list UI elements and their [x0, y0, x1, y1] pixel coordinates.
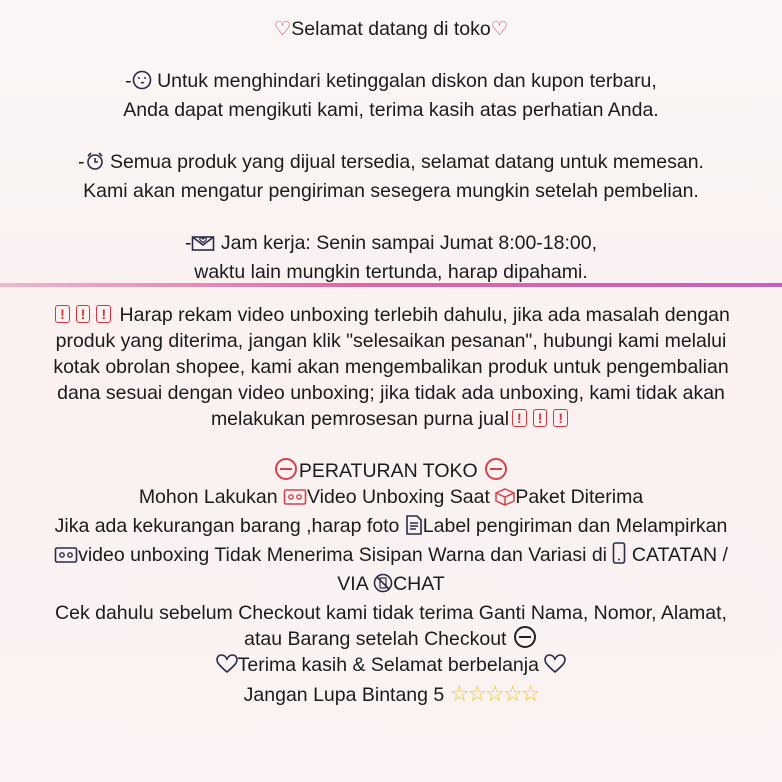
- no-entry-icon: [275, 458, 297, 480]
- star-rating-icon: ☆☆☆☆☆: [449, 681, 539, 706]
- exclamation-icon: !: [512, 409, 527, 427]
- hours-note: - Jam kerja: Senin sampai Jumat 8:00-18:00, waktu lain mungkin tertunda, harap dipahami.: [184, 232, 598, 283]
- heart-icon: ♡: [490, 18, 509, 40]
- love-letter-icon: [191, 232, 215, 259]
- rule-line-3: video unboxing Tidak Menerima Sisipan Warna dan Variasi di CATATAN /: [0, 542, 782, 571]
- rating-reminder: Jangan Lupa Bintang 5 ☆☆☆☆☆: [243, 681, 539, 706]
- rule-line-6: atau Barang setelah Checkout: [0, 626, 782, 652]
- rules-section: [0, 302, 782, 708]
- rule-line-4: VIA CHAT: [0, 571, 782, 600]
- memo-icon: [405, 515, 423, 542]
- no-entry-icon: [485, 458, 507, 480]
- heart-icon: [216, 654, 238, 681]
- exclamation-icon: !: [55, 305, 70, 323]
- rule-line-1: Mohon Lakukan Video Unboxing Saat Paket Diterima: [0, 484, 782, 513]
- exclamation-icon: !: [553, 409, 568, 427]
- alarm-clock-icon: [85, 151, 105, 178]
- gradient-divider: [0, 283, 782, 287]
- no-mobile-phone-icon: [373, 573, 393, 600]
- thanks-line: Terima kasih & Selamat berbelanja: [0, 652, 782, 681]
- welcome-title: ♡Selamat datang di toko♡: [273, 18, 509, 40]
- mobile-phone-icon: [612, 542, 626, 571]
- package-icon: [495, 487, 515, 513]
- availability-note: - Semua produk yang dijual tersedia, selamat datang untuk memesan. Kami akan mengatur pengiriman sesegera mungkin setelah pembelian.: [78, 151, 704, 202]
- follow-note: - Untuk menghindari ketinggalan diskon dan kupon terbaru, Anda dapat mengikuti kami, terima kasih atas perhatian Anda.: [123, 70, 659, 121]
- heart-icon: ♡: [273, 18, 292, 40]
- store-rules: [0, 458, 782, 708]
- video-cassette-icon: [54, 545, 78, 571]
- blowing-kiss-face-icon: [132, 70, 152, 97]
- video-cassette-icon: [283, 487, 307, 513]
- heart-icon: [544, 654, 566, 681]
- welcome-section: [0, 16, 782, 285]
- rules-heading: PERATURAN TOKO: [0, 458, 782, 484]
- exclamation-icon: !: [76, 305, 91, 323]
- exclamation-icon: !: [96, 305, 111, 323]
- rule-line-5: Cek dahulu sebelum Checkout kami tidak terima Ganti Nama, Nomor, Alamat,: [55, 602, 727, 624]
- unboxing-notice: ! ! ! Harap rekam video unboxing terlebih dahulu, jika ada masalah dengan produk yang diterima, jangan klik "selesaikan pesanan", hubungi kami melalui kotak obrolan shopee, kami akan mengembalikan produk untuk pengembalian dana sesuai dengan video unboxing; jika tidak ada unboxing, kami tidak akan melakukan pemrosesan purna jual ! ! !: [53, 304, 730, 430]
- rule-line-2: Jika ada kekurangan barang ,harap foto Label pengiriman dan Melampirkan: [0, 513, 782, 542]
- no-entry-icon: [514, 626, 536, 648]
- exclamation-icon: !: [533, 409, 548, 427]
